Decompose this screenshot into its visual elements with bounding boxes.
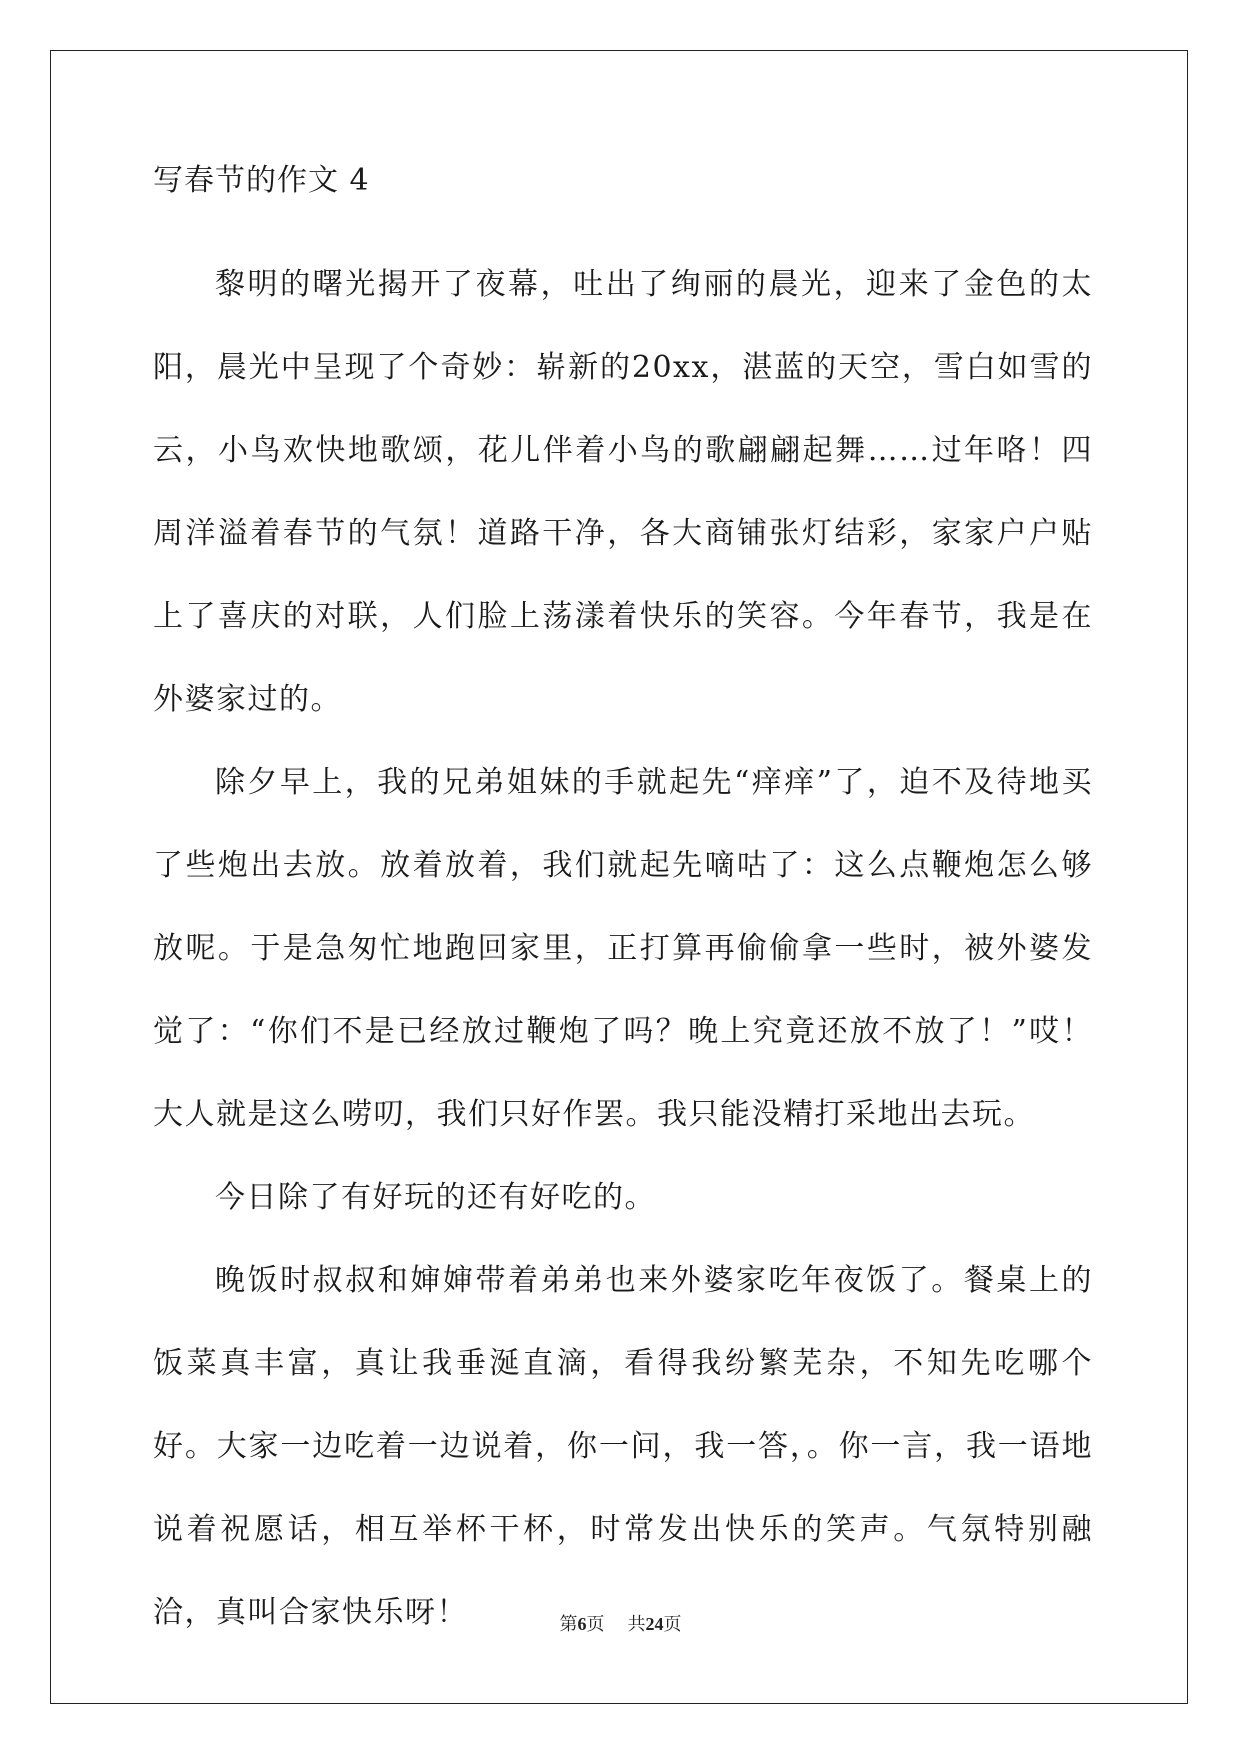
total-suffix: 页 [663,1614,682,1635]
page-number: 6 [577,1614,587,1634]
page-footer [0,1612,1241,1637]
paragraph-2: 除夕早上，我的兄弟姐妹的手就起先“痒痒”了，迫不及待地买了些炮出去放。放着放着，我们就起先嘀咕了：这么点鞭炮怎么够放呢。于是急匆忙地跑回家里，正打算再偷偷拿一些时，被外婆发觉了：“你们不是已经放过鞭炮了吗？晚上究竟还放不放了！”哎！大人就是这么唠叨，我们只好作罢。我只能没精打采地出去玩。 [153,765,1093,1132]
paragraph-4: 晚饭时叔叔和婶婶带着弟弟也来外婆家吃年夜饭了。餐桌上的饭菜真丰富，真让我垂涎直滴，看得我纷繁芜杂，不知先吃哪个好。大家一边吃着一边说着，你一问，我一答，。你一言，我一语地说着祝愿话，相互举杯干杯，时常发出快乐的笑声。气氛特别融洽，真叫合家快乐呀！ [153,1263,1093,1630]
total-prefix: 共 [627,1614,646,1635]
paragraph-3: 今日除了有好玩的还有好吃的。 [215,1180,656,1215]
total-pages: 24 [645,1614,664,1634]
document-body [153,160,1093,1654]
document-heading: 写春节的作文 4 [153,163,370,198]
paragraph-1: 黎明的曙光揭开了夜幕，吐出了绚丽的晨光，迎来了金色的太阳，晨光中呈现了个奇妙：崭新的20xx，湛蓝的天空，雪白如雪的云，小鸟欢快地歌颂，花儿伴着小鸟的歌翩翩起舞……过年咯！四周洋溢着春节的气氛！道路干净，各大商铺张灯结彩，家家户户贴上了喜庆的对联，人们脸上荡漾着快乐的笑容。今年春节，我是在外婆家过的。 [153,267,1093,717]
page-prefix: 第 [559,1614,578,1635]
page-suffix: 页 [586,1614,605,1635]
